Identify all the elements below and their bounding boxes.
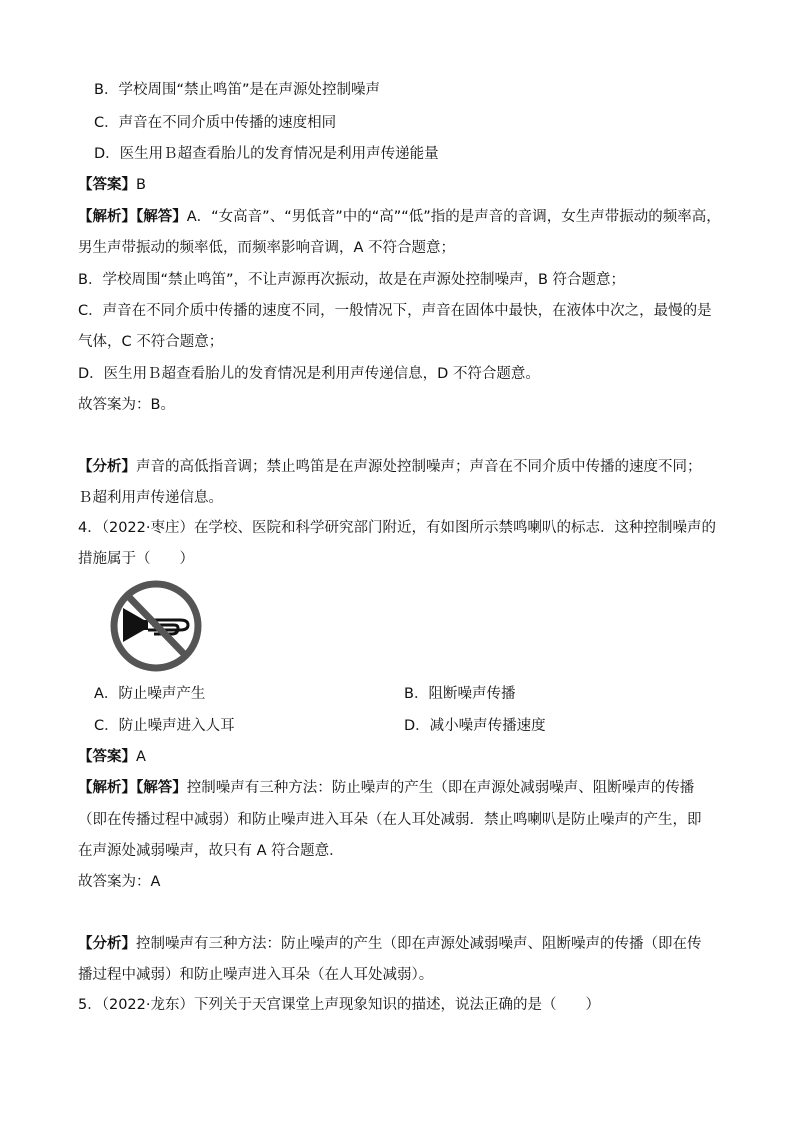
q3-analysis-line: 气体，C 不符合题意； bbox=[78, 334, 224, 350]
q4-option-c: C．防止噪声进入人耳 bbox=[94, 718, 235, 734]
answer-value: B bbox=[136, 177, 146, 193]
q5-stem: 5．（2022·龙东）下列关于天宫课堂上声现象知识的描述，说法正确的是（ ） bbox=[78, 997, 600, 1013]
q4-analysis-line: （即在传播过程中减弱）和防止噪声进入耳朵（在人耳处减弱．禁止鸣喇叭是防止噪声的产生，即 bbox=[78, 812, 702, 828]
q4-conclusion: 故答案为：A bbox=[78, 874, 161, 890]
q3-option-b: B．学校周围“禁止鸣笛”是在声源处控制噪声 bbox=[94, 82, 380, 98]
analysis-tag: 【解析】【解答】 bbox=[78, 780, 187, 796]
q3-conclusion: 故答案为：B。 bbox=[78, 397, 175, 413]
fenxi-tag: 【分析】 bbox=[78, 936, 136, 952]
q3-option-c: C．声音在不同介质中传播的速度相同 bbox=[94, 115, 337, 131]
q3-analysis-line: C．声音在不同介质中传播的速度不同，一般情况下，声音在固体中最快，在液体中次之，最慢的是 bbox=[78, 303, 712, 319]
q4-analysis-line bbox=[78, 778, 694, 798]
q4-fenxi bbox=[78, 934, 702, 954]
no-horn-sign-icon bbox=[108, 578, 204, 674]
fenxi-text: 控制噪声有三种方法：防止噪声的产生（即在声源处减弱噪声、阻断噪声的传播（即在传 bbox=[136, 936, 702, 952]
fenxi-tag: 【分析】 bbox=[78, 459, 136, 475]
q3-analysis-line bbox=[78, 207, 721, 227]
answer-tag: 【答案】 bbox=[78, 749, 136, 765]
q3-analysis-line: D．医生用Ｂ超查看胎儿的发育情况是利用声传递信息，D 不符合题意。 bbox=[78, 366, 540, 382]
q3-option-d: D．医生用Ｂ超查看胎儿的发育情况是利用声传递能量 bbox=[94, 146, 439, 162]
q3-answer bbox=[78, 175, 146, 195]
q4-fenxi-line: 播过程中减弱）和防止噪声进入耳朵（在人耳处减弱）。 bbox=[78, 967, 434, 983]
answer-tag: 【答案】 bbox=[78, 177, 136, 193]
q3-analysis-line: 男生声带振动的频率低，而频率影响音调，A 不符合题意； bbox=[78, 240, 456, 256]
analysis-text: 控制噪声有三种方法：防止噪声的产生（即在声源处减弱噪声、阻断噪声的传播 bbox=[186, 780, 695, 796]
q3-analysis-line: B．学校周围“禁止鸣笛”，不让声源再次振动，故是在声源处控制噪声，B 符合题意； bbox=[78, 272, 626, 288]
q4-option-d: D．减小噪声传播速度 bbox=[404, 718, 546, 734]
q4-stem: 4．（2022·枣庄）在学校、医院和科学研究部门附近，有如图所示禁鸣喇叭的标志．这种控制噪声的 bbox=[78, 520, 716, 536]
answer-value: A bbox=[136, 749, 146, 765]
q4-answer bbox=[78, 747, 146, 767]
q4-option-b: B．阻断噪声传播 bbox=[404, 686, 516, 702]
q3-fenxi bbox=[78, 457, 702, 477]
q3-fenxi-line: Ｂ超利用声传递信息。 bbox=[78, 490, 223, 506]
q4-stem-line: 措施属于（ ） bbox=[78, 551, 194, 567]
fenxi-text: 声音的高低指音调；禁止鸣笛是在声源处控制噪声；声音在不同介质中传播的速度不同； bbox=[136, 459, 702, 475]
q4-option-a: A．防止噪声产生 bbox=[94, 686, 206, 702]
q4-analysis-line: 在声源处减弱噪声，故只有 A 符合题意． bbox=[78, 843, 344, 859]
analysis-text: A．“女高音”、“男低音”中的“高”“低”指的是声音的音调，女生声带振动的频率高， bbox=[186, 209, 721, 225]
analysis-tag: 【解析】【解答】 bbox=[78, 209, 187, 225]
